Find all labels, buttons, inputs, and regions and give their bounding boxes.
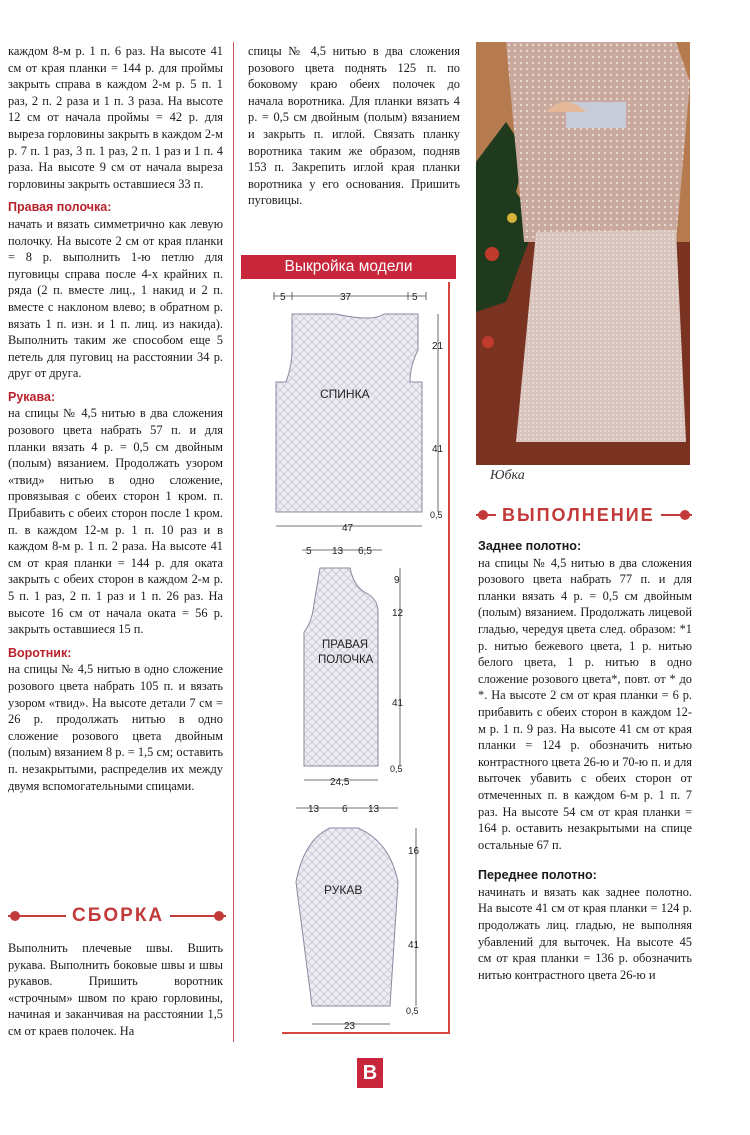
back-panel-text: на спицы № 4,5 нитью в два сложения розового цвета набрать 77 п. и для планки вязать 4 р. = 0,5 см двойным (полым) вязанием. Продолжать лицевой гладью, чередуя цвета след. образом: *1 р. нитью бежевого цвета, 1 р. нитью белого цвета, 1 р. нитью в одно сложение розового цвета*, повт. от * до *. На высоте 2 см от края планки = 6 р. прибавить с обеих сторон в каждом 12-м р. 1 п. 9 раз. На высоте 41 см от края планки = 124 р. обозначить нитью контрастного цвета 26-ю и 70-ю п. и для выточек убавить с обеих сторон от отмеченных п. в каждом 6-м р. 1 п. 7 раз. На высоте 54 см от края планки = 164 р. оставить незакрытыми на спице остальные 67 п. <box>478 555 692 852</box>
front-panel-text: начинать и вязать как заднее полотно. На высоте 41 см от края планки = 124 р. продолжать лиц. гладью, не выполняя убавлений для выточек. На высоте 45 см от края планки = 136 р. обозначить нитью контрастного цвета 26-ю и <box>478 884 692 982</box>
front-label-line-2: ПОЛОЧКА <box>318 654 374 666</box>
back-panel-heading: Заднее полотно: <box>478 539 582 553</box>
skirt-photo <box>476 42 690 465</box>
sleeves-text: на спицы № 4,5 нитью в два сложения розового цвета набрать 57 п. и для планки вязать 4 р. = 0,5 см двойным (полым) вязанием. Продолжать узором «твид» нитью в одно сложение, провязывая с обеих сторон 1 кром. п. Прибавить с обеих сторон после 1 кром. п. в каждом 12-м р. 1 п. 10 раз и в каждом 8-м р. 1 п. 2 раза. На высоте 41 см от края планки = 144 р. для оката закрыть с обеих сторон в каждом 2-м р. 5 п. 1 раз, 2 п. 1 раз и 1 п. 26 раз. На высоте 16 см от начала оката = 56 р. закрыть оставшиеся 15 п. <box>8 406 223 637</box>
front-bottom-dim: 24,5 <box>330 777 350 788</box>
front-top-dim-2: 13 <box>332 546 344 557</box>
sleeve-top-dim-3: 13 <box>368 804 380 815</box>
front-panel-heading: Переднее полотно: <box>478 868 597 883</box>
sleeve-side-dim-3: 0,5 <box>406 1006 419 1016</box>
back-side-dim-1: 21 <box>432 341 444 352</box>
photo-caption: Юбка <box>490 468 525 483</box>
execution-dot-right <box>680 510 690 520</box>
front-side-dim-3: 41 <box>392 698 404 709</box>
middle-text: спицы № 4,5 нитью в два сложения розового цвета поднять 125 п. по боковому краю обеих полочек до начала воротника. Для планки вязать 4 р. = 0,5 см двойным (полым) вязанием и закрыть п. иглой. Связать планку воротника таким же образом, подняв 153 п. Закрепить иглой края планки воротника у его основания. Пришить пуговицы. <box>248 44 460 208</box>
sleeve-label: РУКАВ <box>324 883 363 897</box>
back-top-dim-3: 5 <box>412 292 418 303</box>
assembly-title: СБОРКА <box>66 905 170 927</box>
back-top-dim-2: 37 <box>340 292 352 303</box>
sleeve-top-dim-1: 13 <box>308 804 320 815</box>
front-piece <box>302 546 404 788</box>
right-front-text: начать и вязать симметрично как левую полочку. На высоте 2 см от края планки = 8 р. выполнить 1-ю петлю для пуговицы справа после 4-х крайних п. ряда (2 п. вместе лиц., 1 накид и 2 п. вместе с наклоном влево; в обратном р. вязать 1 п. изн. и 1 п. лиц. из накида). Выполнить таким же способом еще 5 петель для пуговиц на расстоянии 34 р. друг от друга. <box>8 216 223 381</box>
left-column <box>8 43 223 794</box>
assembly-text: Выполнить плечевые швы. Вшить рукава. Выполнить боковые швы и швы рукавов. Пришить воротник «строчным» швом по краю горловины, начиная и заканчивая на расстоянии 1,5 см от краев полочек. На <box>8 941 223 1038</box>
back-top-dim-1: 5 <box>280 292 286 303</box>
pattern-diagram <box>240 282 460 1042</box>
execution-dot-left <box>478 510 488 520</box>
sleeve-top-dim-2: 6 <box>342 804 348 815</box>
execution-title: ВЫПОЛНЕНИЕ <box>496 504 661 526</box>
pattern-title: Выкройка модели <box>241 255 456 279</box>
front-side-dim-1: 9 <box>394 575 400 586</box>
back-side-dim-2: 41 <box>432 444 444 455</box>
left-intro-text: каждом 8-м р. 1 п. 6 раз. На высоте 41 см от края планки = 144 р. для проймы закрыть справа в каждом 2-м р. 5 п. 1 раз, 2 п. 2 раза и 1 п. 3 раза. На высоте 12 см от начала проймы = 42 р. для выреза горловины закрыть в каждом 2-м р. 7 п. 1 раз, 3 п. 1 раз, 2 п. 1 раз и 1 п. 4 раза. На высоте 9 см от начала выреза горловины закрыть оставшиеся 33 п. <box>8 44 223 191</box>
back-side-dim-3: 0,5 <box>430 510 443 520</box>
front-side-dim-2: 12 <box>392 608 404 619</box>
sleeve-side-dim-1: 16 <box>408 846 420 857</box>
middle-column <box>248 43 460 209</box>
right-front-heading: Правая полочка: <box>8 200 112 215</box>
front-top-dim-3: 6,5 <box>358 546 372 557</box>
page-letter-badge: B <box>357 1058 383 1088</box>
front-top-dim-1: 5 <box>306 546 312 557</box>
front-side-dim-4: 0,5 <box>390 764 403 774</box>
sleeve-piece <box>296 804 420 1032</box>
back-shape <box>276 314 422 512</box>
front-label-line-1: ПРАВАЯ <box>322 639 369 651</box>
sleeve-side-dim-2: 41 <box>408 940 420 951</box>
execution-section-bar <box>476 504 692 526</box>
assembly-section-bar <box>8 905 226 927</box>
collar-heading: Воротник: <box>8 645 72 660</box>
assembly-dot-left <box>10 911 20 921</box>
back-piece <box>274 292 444 534</box>
back-label: СПИНКА <box>320 387 370 401</box>
assembly-dot-right <box>214 911 224 921</box>
column-divider-left <box>233 42 234 1042</box>
back-bottom-dim: 47 <box>342 523 354 534</box>
assembly-column <box>8 940 223 1040</box>
collar-text: на спицы № 4,5 нитью в одно сложение розового цвета набрать 105 п. и вязать узором «твид». На высоте детали 7 см = 26 р. продолжать нитью в одно сложение розового цвета двойным (полым) вязанием 8 р. = 1,5 см; оставить п. незакрытыми, распределив их между двумя вспомогательными спицами. <box>8 662 223 793</box>
skirt-photo-art <box>476 42 690 465</box>
sleeves-heading: Рукава: <box>8 389 56 404</box>
sleeve-shape <box>296 828 398 1006</box>
front-shape <box>304 568 378 766</box>
sleeve-bottom-dim: 23 <box>344 1021 356 1032</box>
right-column <box>478 538 692 983</box>
